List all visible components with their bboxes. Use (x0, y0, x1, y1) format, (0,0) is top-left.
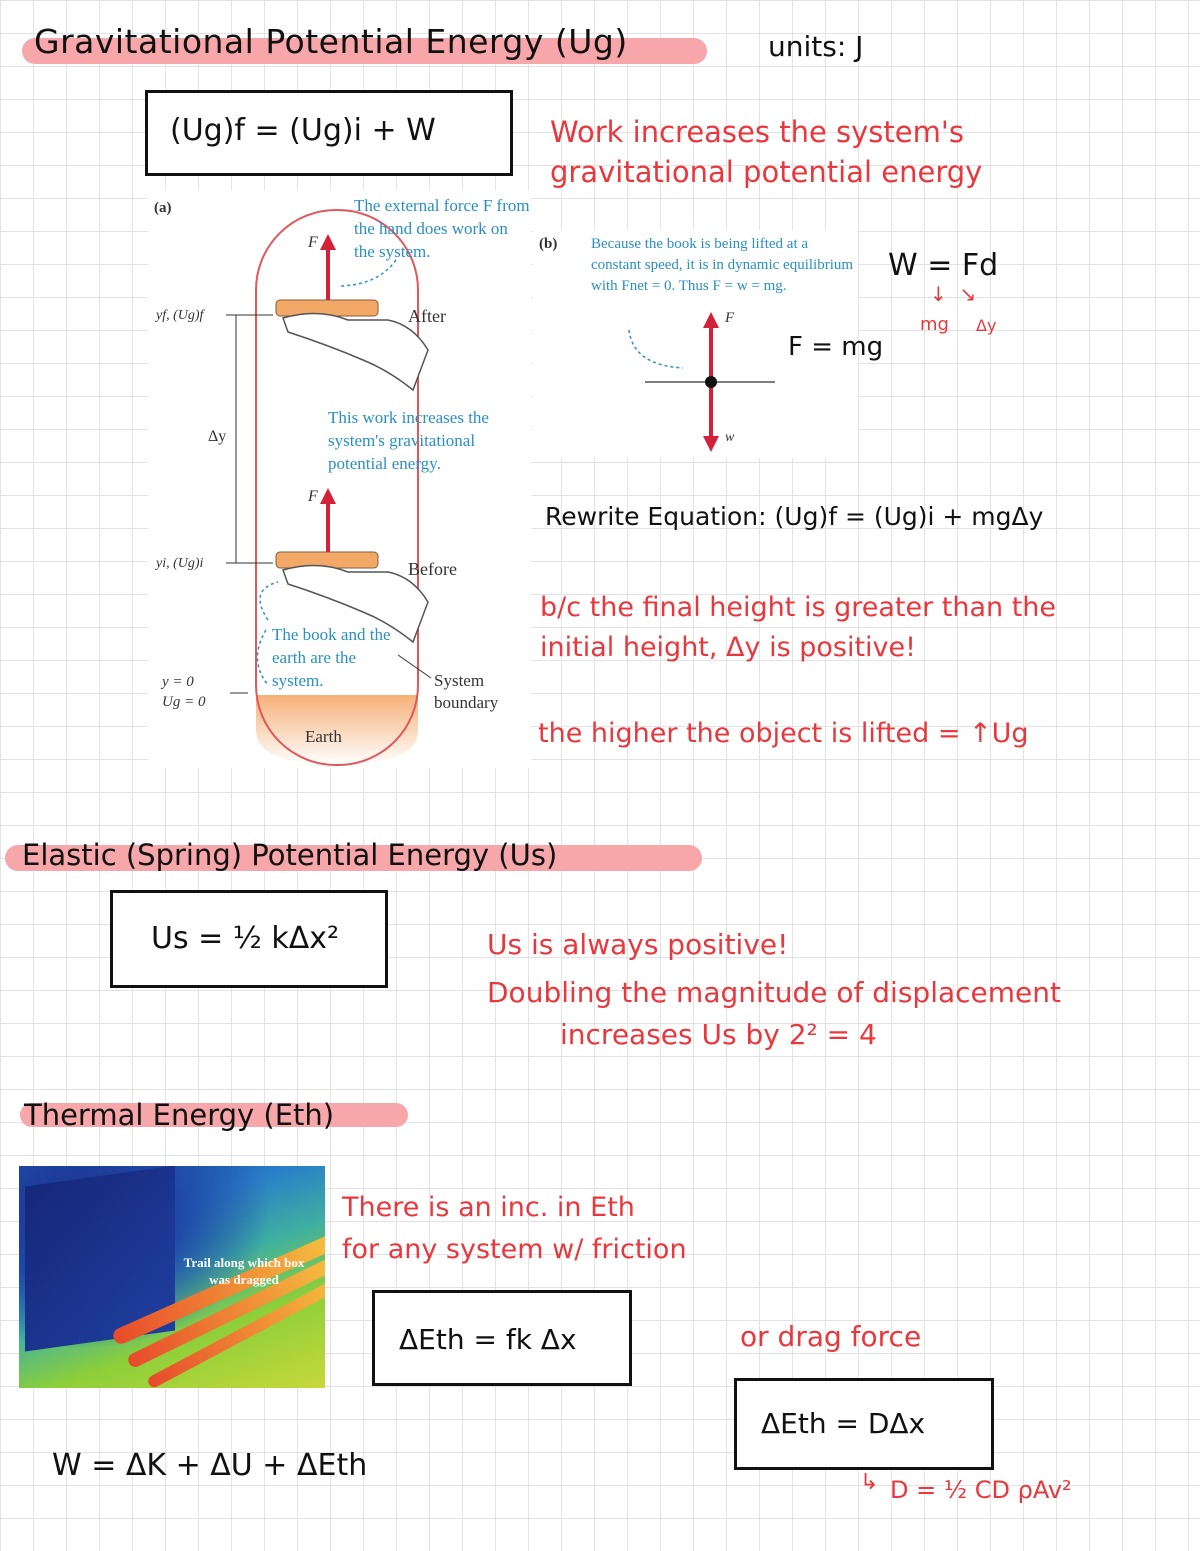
rewrite-equation: Rewrite Equation: (Ug)f = (Ug)i + mgΔy (545, 502, 1044, 531)
bc-note: b/c the final height is greater than the initial height, Δy is positive! (540, 592, 1057, 663)
units-label: units: J (768, 30, 864, 63)
higher-note: the higher the object is lifted = ↑Ug (538, 718, 1029, 749)
figure-b-force-w: w (725, 430, 735, 445)
before-label: Before (408, 559, 457, 579)
thermal-note-1: There is an inc. in Eth (342, 1192, 635, 1223)
f-mg: F = mg (788, 332, 884, 362)
figure-b-force-f: F (725, 310, 735, 326)
book-before (276, 552, 378, 568)
w-fd-mg: mg (920, 314, 949, 335)
elastic-title: Elastic (Spring) Potential Energy (Us) (22, 838, 558, 872)
elastic-equation-box (110, 890, 388, 988)
elastic-equation: Us = ½ kΔx² (151, 921, 340, 956)
w-fd-arrows: ↓ ↘ (930, 282, 977, 306)
thermal-photo (19, 1166, 325, 1388)
photo-caption: Trail along which box was dragged (183, 1255, 305, 1287)
book-after (276, 300, 378, 316)
callout-work: This work increases the system's gravitational potential energy. (328, 408, 489, 473)
grav-note: Work increases the system's gravitational potential energy (550, 115, 983, 189)
yi-label: yi, (Ug)i (156, 556, 204, 571)
callout-system: The book and the earth are the system. (272, 625, 391, 690)
drag-equation: ΔEth = DΔx (761, 1407, 926, 1440)
drag-definition: D = ½ CD ρAv² (890, 1476, 1072, 1504)
w-fd-dy: Δy (976, 316, 997, 335)
drag-equation-box (734, 1378, 994, 1470)
thermal-note-2: for any system w/ friction (342, 1234, 687, 1265)
friction-equation: ΔEth = fk Δx (399, 1323, 577, 1356)
w-fd: W = Fd (888, 248, 999, 283)
dy-label: Δy (208, 428, 227, 445)
yf-label: yf, (Ug)f (156, 308, 204, 323)
figure-a-label: (a) (154, 200, 172, 216)
figure-a (148, 190, 531, 768)
drag-arrow: ↳ (860, 1470, 879, 1495)
force-f-after: F (308, 234, 318, 251)
elastic-note-1: Us is always positive! (487, 928, 789, 961)
hand-after (283, 313, 428, 390)
boundary-label: System boundary (434, 671, 499, 712)
work-energy-equation: W = ΔK + ΔU + ΔEth (52, 1448, 368, 1483)
grav-equation-box (145, 90, 513, 176)
thermal-title: Thermal Energy (Eth) (24, 1098, 335, 1132)
friction-equation-box (372, 1290, 632, 1386)
ug0-label: Ug = 0 (162, 694, 206, 710)
elastic-note-3: increases Us by 2² = 4 (560, 1018, 877, 1051)
elastic-note-2: Doubling the magnitude of displacement (487, 976, 1061, 1009)
earth-label: Earth (305, 727, 342, 746)
drag-note: or drag force (740, 1320, 922, 1353)
figure-b-text: Because the book is being lifted at a constant speed, it is in dynamic equilibrium with Fnet = 0. Thus F = w = mg. (591, 236, 854, 294)
callout-external-force: The external force F from the hand does work on the system. (354, 196, 530, 261)
grav-equation: (Ug)f = (Ug)i + W (170, 113, 436, 148)
y0-label: y = 0 (162, 674, 194, 690)
grav-title: Gravitational Potential Energy (Ug) (34, 22, 628, 61)
force-f-before: F (308, 488, 318, 505)
after-label: After (408, 306, 446, 326)
figure-b-label: (b) (539, 236, 558, 252)
